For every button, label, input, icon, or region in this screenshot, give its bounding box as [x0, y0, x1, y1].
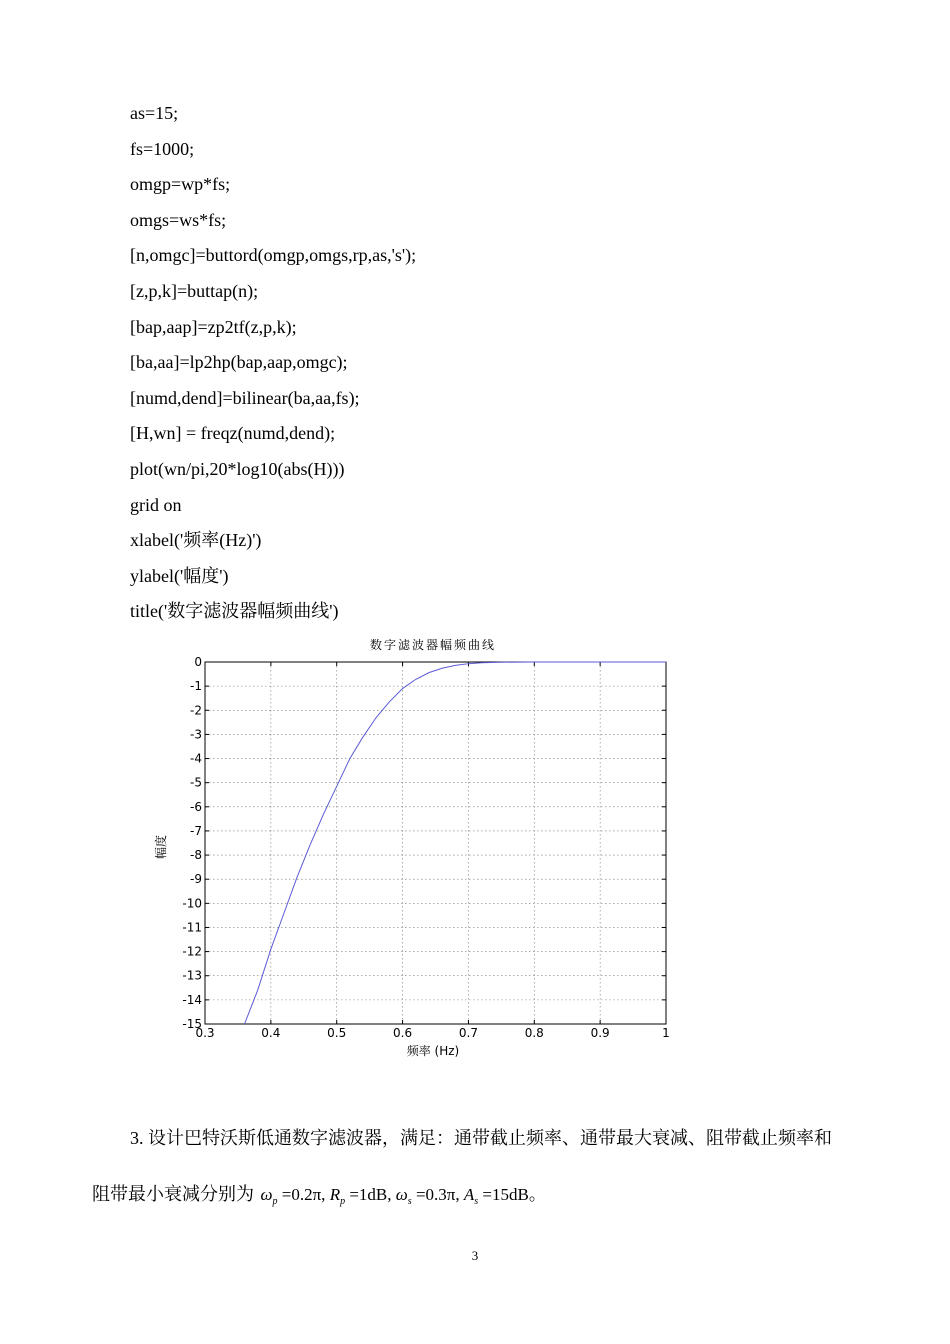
code-line: omgs=ws*fs; [130, 209, 227, 230]
code-line: [ba,aa]=lp2hp(bap,aap,omgc); [130, 352, 348, 373]
rp-value: =1dB, [349, 1185, 392, 1204]
code-line: fs=1000; [130, 138, 195, 159]
code-line: title('数字滤波器幅频曲线') [130, 601, 339, 622]
y-tick-label: -10 [182, 896, 202, 911]
x-tick-label: 0.4 [261, 1026, 281, 1040]
y-tick-label: -15 [182, 1017, 202, 1031]
as-symbol: A [463, 1185, 475, 1204]
code-line: omgp=wp*fs; [130, 174, 231, 195]
problem-line-2-prefix: 阻带最小衰减分别为 [92, 1184, 254, 1204]
y-tick-label: 0 [194, 655, 202, 669]
page-number: 3 [471, 1248, 479, 1263]
chart-ticks [182, 655, 669, 1040]
code-line: grid on [130, 494, 182, 515]
chart-title: 数字滤波器幅频曲线 [369, 638, 497, 652]
x-tick-label: 0.3 [195, 1026, 215, 1040]
chart-ylabel: 幅度 [154, 834, 168, 860]
code-line: ylabel('幅度') [130, 565, 229, 586]
y-tick-label: -4 [190, 751, 202, 766]
y-tick-label: -13 [182, 968, 202, 983]
x-tick-label: 1 [662, 1026, 670, 1040]
end-mark: 。 [528, 1185, 546, 1204]
problem-statement-line-2 [92, 1180, 546, 1207]
code-line: xlabel('频率(Hz)') [130, 530, 262, 551]
chart-grid [205, 662, 666, 1024]
y-tick-label: -2 [190, 703, 202, 718]
y-tick-label: -8 [190, 848, 202, 863]
code-line: as=15; [130, 103, 179, 123]
code-line: [H,wn] = freqz(numd,dend); [130, 423, 336, 444]
ws-value: =0.3π, [415, 1185, 460, 1204]
ws-symbol: ω [395, 1185, 408, 1204]
code-line: [numd,dend]=bilinear(ba,aa,fs); [130, 387, 360, 408]
x-tick-label: 0.6 [393, 1026, 413, 1040]
y-tick-label: -11 [182, 920, 202, 935]
plot-frame [205, 662, 666, 1024]
chart-xlabel: 频率 (Hz) [406, 1044, 460, 1058]
ws-sub: s [407, 1196, 412, 1207]
wp-sub: p [272, 1196, 278, 1207]
y-tick-label: -1 [190, 679, 202, 694]
y-tick-label: -5 [190, 775, 202, 790]
problem-statement-line-1: 3. 设计巴特沃斯低通数字滤波器，满足：通带截止频率、通带最大衰减、阻带截止频率和 [130, 1128, 832, 1148]
code-line: [n,omgc]=buttord(omgp,omgs,rp,as,'s'); [130, 245, 417, 266]
x-tick-label: 0.7 [458, 1026, 478, 1040]
y-tick-label: -9 [190, 872, 202, 887]
wp-symbol: ω [260, 1185, 273, 1204]
x-tick-label: 0.8 [524, 1026, 544, 1040]
code-line: [bap,aap]=zp2tf(z,p,k); [130, 316, 297, 337]
code-line: plot(wn/pi,20*log10(abs(H))) [130, 458, 345, 479]
code-line: [z,p,k]=buttap(n); [130, 280, 259, 301]
x-tick-label: 0.5 [327, 1026, 347, 1040]
wp-value: =0.2π, [281, 1185, 326, 1204]
as-sub: s [474, 1196, 479, 1207]
spec-formula [260, 1185, 546, 1207]
magnitude-response-line [245, 662, 666, 1024]
y-tick-label: -3 [190, 727, 202, 742]
rp-symbol: R [329, 1185, 341, 1204]
y-tick-label: -6 [190, 799, 202, 814]
y-tick-label: -12 [182, 944, 202, 959]
as-value: =15dB [482, 1185, 529, 1204]
y-tick-label: -14 [182, 992, 202, 1007]
y-tick-label: -7 [190, 823, 202, 838]
x-tick-label: 0.9 [590, 1026, 610, 1040]
rp-sub: p [340, 1196, 346, 1207]
